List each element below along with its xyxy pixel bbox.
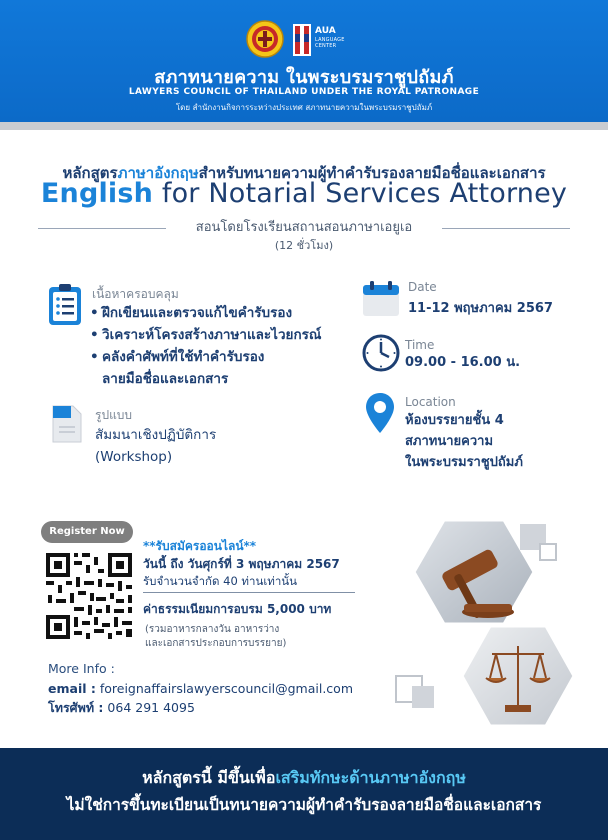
contact-email: email : foreignaffairslawyerscouncil@gmail.com (48, 681, 353, 696)
council-subtitle: LAWYERS COUNCIL OF THAILAND UNDER THE ROYAL PATRONAGE (128, 87, 480, 97)
location-pin-icon (365, 392, 395, 434)
more-info-label: More Info : (48, 661, 115, 676)
location-value: ห้องบรรยายชั้น 4 สภาทนายความ ในพระบรมราชูปถัมภ์ (405, 413, 523, 470)
council-title: สภาทนายความ ในพระบรมราชูปถัมภ์ (154, 67, 454, 88)
content-label: เนื้อหาครอบคลุม (92, 287, 179, 301)
fee-note: (รวมอาหารกลางวัน อาหารว่าง และเอกสารประกอบการบรรยาย) (145, 624, 287, 649)
divider-band (0, 122, 608, 130)
register-divider (143, 592, 355, 593)
course-taught-by: สอนโดยโรงเรียนสถานสอนภาษาเอยูเอ (195, 220, 413, 235)
list-item: • คลังคำศัพท์ที่ใช้ทำคำรับรอง ลายมือชื่อและเอกสาร (90, 346, 360, 390)
council-office-note: โดย สำนักงานกิจการระหว่างประเทศ สภาทนายความในพระบรมราชูปถัมภ์ (175, 103, 433, 112)
aua-logo-subtext: LANGUAGE CENTER (315, 37, 345, 49)
divider-right (442, 228, 570, 229)
register-now-button[interactable]: Register Now (41, 521, 133, 543)
footer-banner (0, 748, 608, 840)
course-title-english: English for Notarial Services Attorney (40, 178, 568, 209)
logo-row (0, 20, 608, 60)
list-item: • วิเคราะห์โครงสร้างภาษาและไวยกรณ์ (90, 324, 360, 346)
email-link[interactable]: foreignaffairslawyerscouncil@gmail.com (99, 681, 353, 696)
legal-imagery (380, 500, 608, 736)
council-seal-icon (246, 20, 284, 58)
format-label: รูปแบบ (95, 408, 133, 422)
clipboard-icon (47, 283, 83, 327)
course-hours: (12 ชั่วโมง) (274, 239, 334, 252)
aua-logo (292, 22, 362, 58)
time-label: Time (405, 338, 435, 352)
location-label: Location (405, 395, 456, 409)
header-banner (0, 0, 608, 122)
list-item: • ฝึกเขียนและตรวจแก้ไขคำรับรอง (90, 302, 360, 324)
register-limit: รับจำนวนจำกัด 40 ท่านเท่านั้น (143, 574, 298, 588)
fee-amount: ค่าธรรมเนียมการอบรม 5,000 บาท (143, 602, 332, 616)
qr-code-icon[interactable] (44, 551, 134, 641)
format-value: สัมมนาเชิงปฏิบัติการ (Workshop) (95, 427, 217, 465)
content-list (90, 302, 360, 390)
aua-logo-text: AUA (315, 26, 336, 36)
register-deadline: วันนี้ ถึง วันศุกร์ที่ 3 พฤษภาคม 2567 (143, 557, 340, 571)
aua-logo-icon (292, 22, 312, 58)
date-label: Date (408, 280, 437, 294)
footer-line-1: หลักสูตรนี้ มีขึ้นเพื่อเสริมทักษะด้านภาษาอังกฤษ (142, 768, 466, 787)
footer-line-2: ไม่ใช่การขึ้นทะเบียนเป็นทนายความผู้ทำคำรับรองลายมือชื่อและเอกสาร (66, 796, 542, 814)
contact-phone: โทรศัพท์ : 064 291 4095 (48, 700, 195, 715)
clock-icon (362, 334, 400, 372)
document-icon (51, 404, 83, 444)
phone-number[interactable]: 064 291 4095 (107, 700, 195, 715)
date-value: 11-12 พฤษภาคม 2567 (408, 301, 553, 316)
time-value: 09.00 - 16.00 น. (405, 355, 521, 370)
course-title-thai: หลักสูตรภาษาอังกฤษสำหรับทนายความผู้ทำคำรับรองลายมือชื่อและเอกสาร (62, 164, 546, 182)
calendar-icon (362, 281, 400, 317)
register-online-note: **รับสมัครออนไลน์** (143, 539, 257, 553)
